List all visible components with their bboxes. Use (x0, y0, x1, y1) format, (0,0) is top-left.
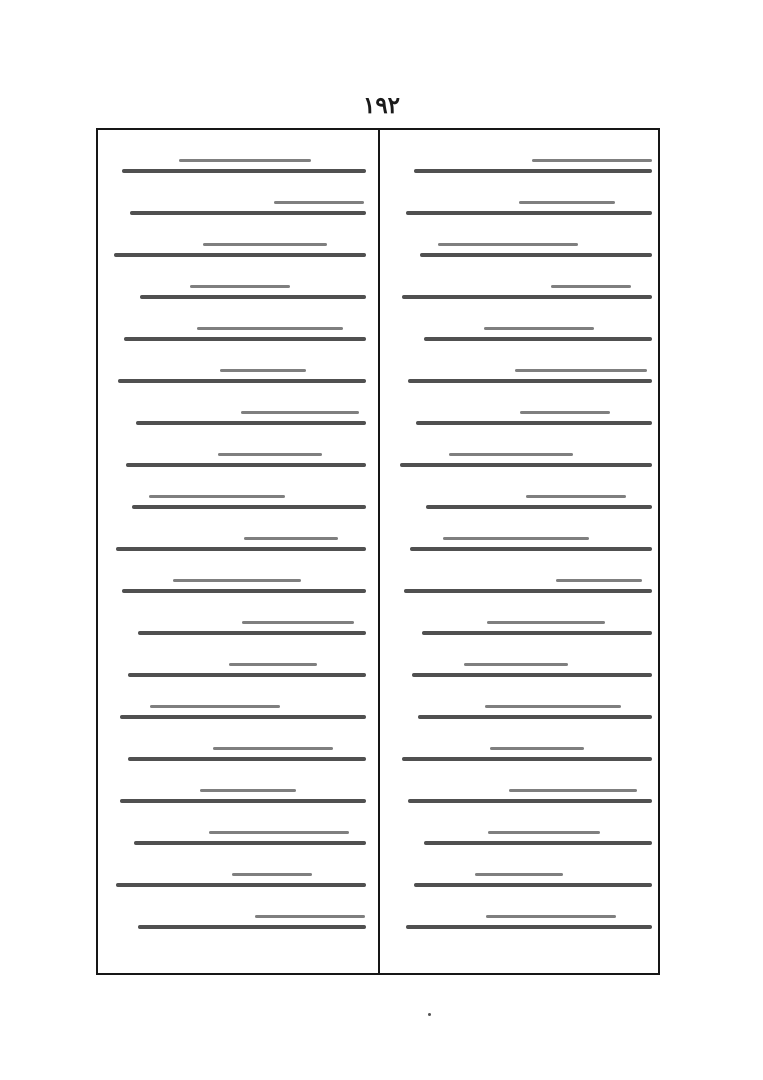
ink-stroke (128, 673, 366, 677)
verse-line (110, 812, 366, 854)
ink-stroke (124, 337, 366, 341)
ink-stroke (490, 747, 584, 750)
ink-stroke (122, 169, 366, 173)
ink-stroke (118, 379, 366, 383)
ink-stroke (551, 285, 631, 288)
verse-line (110, 686, 366, 728)
ink-stroke (134, 841, 366, 845)
verse-line (396, 140, 652, 182)
ink-stroke (400, 463, 652, 467)
verse-line (110, 644, 366, 686)
ink-stroke (402, 295, 652, 299)
ink-stroke (414, 883, 652, 887)
verse-line (110, 266, 366, 308)
verse-line (396, 518, 652, 560)
verse-line (396, 602, 652, 644)
verse-line (396, 854, 652, 896)
ink-stroke (209, 831, 349, 834)
ink-stroke (126, 463, 366, 467)
page-speck (428, 1013, 431, 1016)
verse-line (396, 182, 652, 224)
ink-stroke (406, 925, 652, 929)
ink-stroke (486, 915, 616, 918)
verse-line (396, 770, 652, 812)
ink-stroke (422, 631, 652, 635)
ink-stroke (556, 579, 642, 582)
ink-stroke (449, 453, 573, 456)
ink-stroke (424, 841, 652, 845)
ink-stroke (464, 663, 568, 666)
verse-line (396, 308, 652, 350)
ink-stroke (244, 537, 338, 540)
page-number: ۱۹۲ (362, 92, 401, 119)
verse-column-right (396, 140, 652, 938)
ink-stroke (197, 327, 343, 330)
ink-stroke (128, 757, 366, 761)
verse-line (396, 392, 652, 434)
verse-line (110, 770, 366, 812)
verse-line (396, 560, 652, 602)
ink-stroke (424, 337, 652, 341)
verse-line (110, 308, 366, 350)
ink-stroke (515, 369, 647, 372)
ink-stroke (416, 421, 652, 425)
ink-stroke (138, 925, 366, 929)
verse-line (396, 896, 652, 938)
ink-stroke (410, 547, 652, 551)
verse-line (396, 350, 652, 392)
ink-stroke (402, 757, 652, 761)
ink-stroke (406, 211, 652, 215)
ink-stroke (138, 631, 366, 635)
ink-stroke (203, 243, 327, 246)
verse-line (110, 476, 366, 518)
verse-line (396, 224, 652, 266)
verse-line (110, 224, 366, 266)
verse-line (110, 854, 366, 896)
ink-stroke (404, 589, 652, 593)
ink-stroke (116, 547, 366, 551)
verse-line (110, 434, 366, 476)
verse-line (110, 350, 366, 392)
ink-stroke (519, 201, 615, 204)
verse-line (110, 140, 366, 182)
ink-stroke (241, 411, 359, 414)
ink-stroke (438, 243, 578, 246)
verse-line (110, 728, 366, 770)
ink-stroke (173, 579, 301, 582)
ink-stroke (140, 295, 366, 299)
verse-line (396, 644, 652, 686)
ink-stroke (532, 159, 652, 162)
verse-column-left (110, 140, 366, 938)
verse-line (110, 392, 366, 434)
verse-line (396, 812, 652, 854)
ink-stroke (420, 253, 652, 257)
ink-stroke (232, 873, 312, 876)
ink-stroke (200, 789, 296, 792)
verse-line (110, 896, 366, 938)
ink-stroke (485, 705, 621, 708)
ink-stroke (408, 379, 652, 383)
ink-stroke (488, 831, 600, 834)
ink-stroke (218, 453, 322, 456)
verse-line (110, 560, 366, 602)
ink-stroke (213, 747, 333, 750)
ink-stroke (255, 915, 365, 918)
verse-line (396, 686, 652, 728)
verse-line (396, 434, 652, 476)
ink-stroke (116, 883, 366, 887)
ink-stroke (426, 505, 652, 509)
ink-stroke (443, 537, 589, 540)
ink-stroke (132, 505, 366, 509)
ink-stroke (150, 705, 280, 708)
ink-stroke (408, 799, 652, 803)
ink-stroke (475, 873, 563, 876)
ink-stroke (509, 789, 637, 792)
ink-stroke (120, 799, 366, 803)
ink-stroke (412, 673, 652, 677)
ink-stroke (414, 169, 652, 173)
ink-stroke (484, 327, 594, 330)
ink-stroke (122, 589, 366, 593)
ink-stroke (136, 421, 366, 425)
verse-line (110, 518, 366, 560)
ink-stroke (242, 621, 354, 624)
ink-stroke (520, 411, 610, 414)
ink-stroke (487, 621, 605, 624)
ink-stroke (418, 715, 652, 719)
ink-stroke (179, 159, 311, 162)
verse-line (396, 476, 652, 518)
ink-stroke (220, 369, 306, 372)
ink-stroke (190, 285, 290, 288)
column-divider (378, 128, 380, 975)
ink-stroke (114, 253, 366, 257)
ink-stroke (274, 201, 364, 204)
verse-line (396, 266, 652, 308)
ink-stroke (526, 495, 626, 498)
ink-stroke (229, 663, 317, 666)
ink-stroke (130, 211, 366, 215)
verse-line (396, 728, 652, 770)
ink-stroke (149, 495, 285, 498)
ink-stroke (120, 715, 366, 719)
verse-line (110, 602, 366, 644)
verse-line (110, 182, 366, 224)
